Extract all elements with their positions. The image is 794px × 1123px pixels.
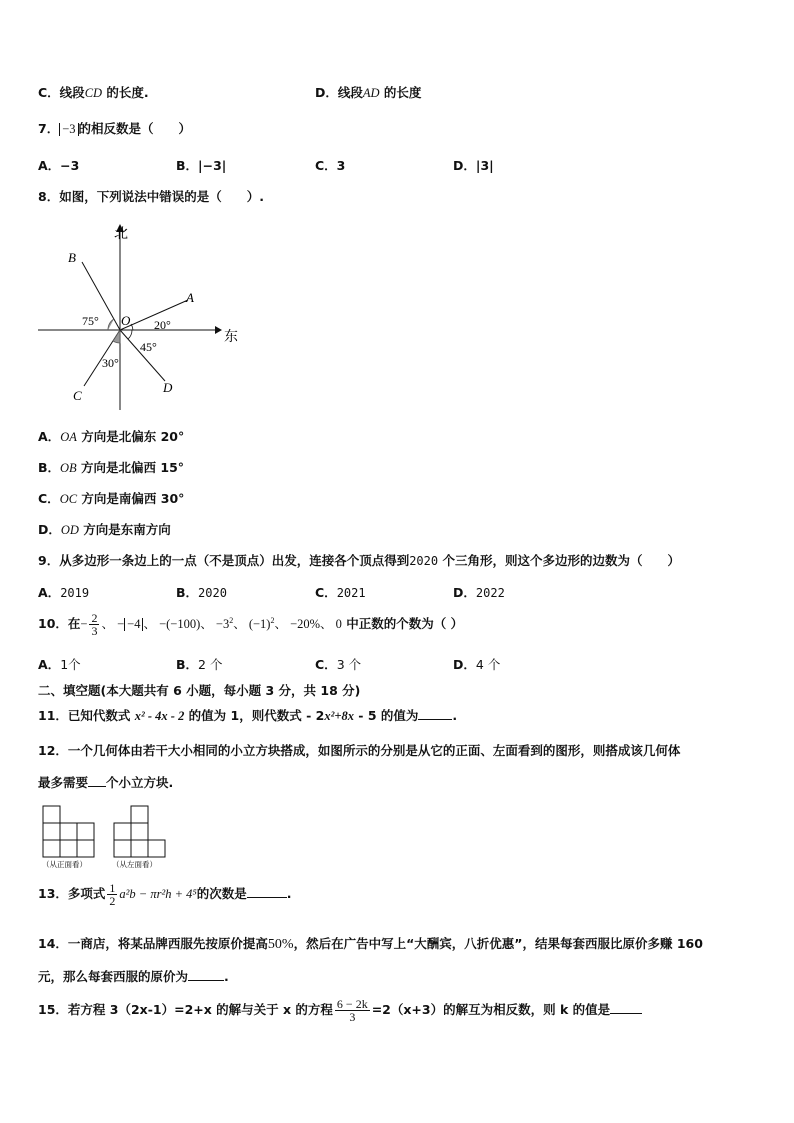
q8-option-b-letter: B． [38,460,61,475]
q10-exponent-2: 2 [270,615,275,625]
q10-abs-value: −4 [124,618,143,631]
q12-line-1: 12．一个几何体由若干大小相同的小立方块搭成，如图所示的分别是从它的正面、左面看到的图形，则搭成该几何体 [38,743,681,758]
point-d-label: D [163,380,173,395]
front-view [43,806,94,857]
q14-line-2 [38,967,229,985]
q10-lead: 10．在 [38,616,81,631]
q8-option-a [38,427,184,445]
q7-number: 7． [38,121,60,136]
north-label: 北 [114,226,128,242]
q11-text-c: - 5 的值为 [353,708,419,723]
q6-option-d-text: D．线段 [315,85,363,100]
q11-answer-blank[interactable] [418,708,452,720]
q8-option-c-text: 方向是南偏西 30° [77,491,185,506]
point-c-label: C [73,388,82,403]
left-view-label: （从左面看） [112,860,157,869]
q15-fraction-denominator: 3 [349,1010,356,1024]
q12-views-figure [38,801,178,871]
q10-item-1: 、 − [101,617,125,631]
left-view [114,806,165,857]
q12-text-a: 最多需要 [38,775,89,790]
q8-option-d [38,520,171,538]
q6-option-c-var: CD [84,86,103,100]
q12-answer-blank[interactable] [88,775,106,787]
angle-20-label: 20° [154,318,171,332]
section-heading: 二、填空题(本大题共有 6 小题，每小题 3 分，共 18 分) [38,683,361,698]
q10-option-d-value: 4 个 [475,657,501,672]
q9-stem-a: 9．从多边形一条边上的一点（不是顶点）出发，连接各个顶点得到 [38,553,410,568]
q13-expression: a²b − πr²h + 4⁵ [119,887,197,901]
q6-option-c-text: C．线段 [38,85,85,100]
q15-text-b: =2（x+3）的解互为相反数，则 k 的值是 [371,1002,611,1017]
q7-option-d: D．|3| [453,158,494,173]
q6-option-d-var: AD [362,86,380,100]
point-a-label: A [186,290,194,305]
q8-option-b-var: OB [60,461,77,475]
q10-option-a-value: 1个 [60,657,81,672]
q8-option-b-text: 方向是北偏西 15° [76,460,185,475]
q12-text-b: 个小立方块. [106,775,174,790]
q9-option-d [453,583,505,601]
q10-stem [38,612,463,637]
angle-arc-75 [108,319,114,330]
q13-text-a: 13．多项式 [38,886,106,901]
q8-option-d-var: OD [60,523,79,537]
q10-option-a [38,655,81,673]
q7-stem [38,119,191,137]
angle-30-label: 30° [102,356,119,370]
q15-text-a: 15．若方程 3（2x-1）=2+x 的解与关于 x 的方程 [38,1002,333,1017]
q9-stem-num: 2020 [409,554,439,568]
q9-option-b-value: 2020 [198,586,227,600]
q15-answer-blank[interactable] [610,1002,642,1014]
q8-option-d-text: 方向是东南方向 [78,522,171,537]
q10-fraction-numerator: 2 [91,611,98,625]
q13-fraction-numerator: 1 [109,881,116,895]
q8-option-a-letter: A． [38,429,61,444]
q11-stem [38,706,457,724]
q11-text-b: 的值为 1，则代数式 - 2 [184,708,325,723]
q10-option-a-letter: A． [38,657,61,672]
q14-percent: 50% [267,937,294,952]
q8-option-c [38,489,184,507]
q14-text-a: 14．一商店，将某品牌西服先按原价提高 [38,936,268,951]
ray-od [120,330,165,381]
q6-option-c [38,83,149,101]
q7-stem-text: 的相反数是（ ） [78,121,192,136]
q10-option-b-value: 2 个 [198,657,223,672]
q10-fraction [89,612,99,637]
q6-option-d-end: 的长度 [379,85,422,100]
angle-75-label: 75° [82,314,99,328]
q8-option-d-letter: D． [38,522,61,537]
q13-text-b: 的次数是 [196,886,247,901]
q14-answer-blank[interactable] [188,969,224,981]
q9-option-b [176,583,227,601]
q10-item-3: 、 (−1) [233,617,271,631]
q9-option-a-value: 2019 [60,586,90,600]
q9-option-c-value: 2021 [336,586,366,600]
q10-option-b-letter: B． [176,657,199,672]
q13-text-c: . [286,886,292,901]
q13-stem [38,882,292,907]
q9-stem-b: 个三角形，则这个多边形的边数为（ ） [438,553,680,568]
point-b-label: B [68,250,76,265]
q10-option-c-letter: C． [315,657,337,672]
q8-compass-figure [30,218,260,413]
east-label: 东 [224,329,238,345]
q15-stem [38,998,642,1023]
q10-option-b [176,655,222,673]
q14-line-1 [38,934,703,953]
q9-option-a-letter: A． [38,585,61,600]
q9-option-c-letter: C． [315,585,337,600]
q15-fraction [335,998,370,1023]
q14-text-b: ，然后在广告中写上“大酬宾，八折优惠”，结果每套西服比原价多赚 160 [293,936,703,951]
q8-option-c-letter: C． [38,491,60,506]
q12-line-2 [38,773,173,791]
q8-stem: 8．如图，下列说法中错误的是（ ）. [38,189,264,204]
q14-text-c: 元，那么每套西服的原价为 [38,969,189,984]
q9-option-d-letter: D． [453,585,476,600]
q10-option-d-letter: D． [453,657,476,672]
q11-text-d: . [452,708,458,723]
angle-arc-45 [128,330,132,339]
q8-option-a-var: OA [60,430,77,444]
q10-fraction-denominator: 3 [91,624,98,638]
q10-tail: 中正数的个数为（ ） [341,616,464,631]
q7-abs-value: −3 [59,123,78,136]
q13-fraction [107,882,117,907]
q13-answer-blank[interactable] [247,886,287,898]
angle-45-label: 45° [140,340,157,354]
q15-fraction-numerator: 6 − 2k [336,997,368,1011]
q6-option-c-end: 的长度. [102,85,149,100]
q6-option-d [315,83,421,101]
q9-option-b-letter: B． [176,585,199,600]
q11-expression-2: x²+8x [324,709,354,723]
q9-stem [38,551,680,569]
q10-option-c [315,655,361,673]
q7-option-b: B．|−3| [176,158,227,173]
q9-option-c [315,583,366,601]
q8-option-b [38,458,184,476]
front-view-label: （从正面看） [42,860,87,869]
q11-text-a: 11．已知代数式 [38,708,135,723]
q10-item-2: 、 −(−100)、 −3 [143,617,230,631]
q7-option-c: C．3 [315,158,346,173]
q10-neg-sign: − [80,617,88,631]
q14-text-d: . [224,969,229,984]
q9-option-d-value: 2022 [475,586,505,600]
east-arrow [215,326,222,334]
q10-exponent-1: 2 [229,615,234,625]
q10-option-d [453,655,500,673]
q10-option-c-value: 3 个 [336,657,362,672]
q8-option-c-var: OC [59,492,78,506]
q8-option-a-text: 方向是北偏东 20° [76,429,185,444]
q11-expression-1: x² - 4x - 2 [134,709,185,723]
q10-item-4: 、 −20%、 0 [274,617,342,631]
q9-option-a [38,583,89,601]
q13-fraction-denominator: 2 [109,894,116,908]
q7-option-a: A．−3 [38,158,80,173]
point-o-label: O [121,313,131,328]
angle-arc-30 [113,330,120,343]
